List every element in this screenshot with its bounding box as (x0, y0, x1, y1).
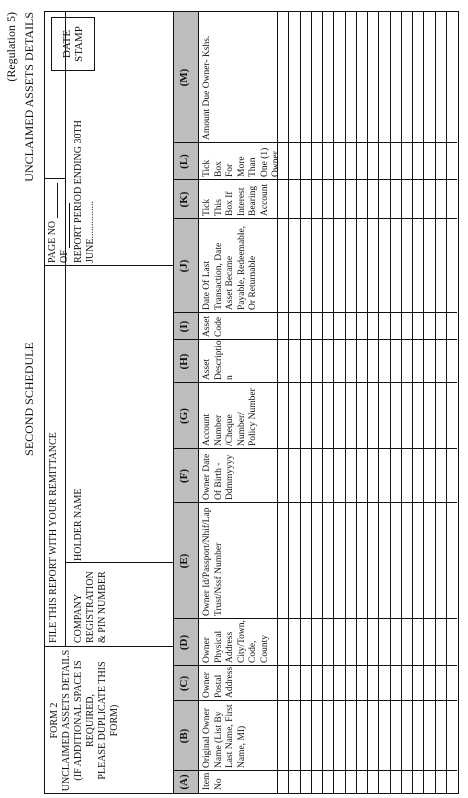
column-letter: (G) (178, 408, 190, 424)
column-letter: (E) (178, 553, 190, 569)
header-divider-period (45, 265, 173, 266)
table-row (345, 12, 346, 793)
column-letter: (J) (178, 259, 190, 273)
column-letter: (M) (178, 68, 190, 87)
form-title: UNCLAIMED ASSETS DETAILS (61, 649, 72, 792)
table-row (423, 12, 424, 793)
column-heading: Account Number /Cheque Number/ Policy Number (202, 388, 258, 446)
header-divider-pageno (45, 178, 65, 179)
column-letter: (B) (178, 728, 190, 744)
column-divider (173, 700, 457, 701)
column-divider (173, 382, 457, 383)
column-divider (173, 448, 457, 449)
column-letter: (L) (178, 154, 190, 169)
file-report-label: FILE THIS REPORT WITH YOUR REMITTANCE (48, 432, 59, 643)
table-row (333, 12, 334, 793)
form-note-line1: (IF ADDITIONAL SPACE IS REQUIRED, (73, 660, 96, 781)
page-no-label: PAGE NO (47, 220, 58, 263)
header-divider-top (65, 12, 66, 647)
column-divider (173, 770, 457, 771)
form-note-line2: PLEASE DUPLICATE THIS FORM) (97, 661, 120, 780)
table-row (356, 12, 357, 793)
form-info-block (49, 648, 121, 793)
column-heading: Original Owner Name (List By Last Name, First Name, MI) (202, 704, 247, 768)
header-divider-company (65, 562, 173, 563)
column-divider (173, 142, 457, 143)
table-row (378, 12, 379, 793)
table-row (367, 12, 368, 793)
column-letter: (H) (178, 353, 190, 370)
column-divider (173, 618, 457, 619)
column-heading: Asset Descriptio n (202, 340, 235, 380)
column-heading: Owner Postal Address (202, 666, 235, 698)
table-row (435, 12, 436, 793)
company-label: COMPANY REGISTRATION & PIN NUMBER (73, 571, 108, 643)
schedule-heading: SECOND SCHEDULE (22, 342, 36, 456)
column-heading: Tick This Box If Interest Bearing Account (202, 183, 270, 216)
column-letter: (A) (178, 774, 190, 790)
page-no-underline (57, 183, 58, 218)
column-letter: (I) (178, 320, 190, 333)
column-heading: Amount Due Owner- Kshs. (202, 35, 212, 140)
page-of-label: OF (59, 250, 70, 263)
report-period-label: REPORT PERIOD ENDING 30TH JUNE............... (73, 120, 96, 263)
unclaimed-assets-form (44, 11, 459, 794)
holder-name-label: HOLDER NAME (73, 488, 84, 561)
header-divider-left (45, 646, 173, 647)
column-letter: (K) (178, 191, 190, 208)
heading-bottom-line (277, 12, 278, 793)
table-row (300, 12, 301, 793)
column-heading: Owner Id/Passport/Nhif/Lap Trust/Nssf Number (202, 507, 224, 616)
column-divider (173, 502, 457, 503)
table-row (390, 12, 391, 793)
column-divider (173, 339, 457, 340)
date-stamp-box (51, 17, 95, 71)
column-heading: Tick Box For More Than One (1) Owner (202, 147, 281, 177)
column-divider (173, 665, 457, 666)
column-heading: Owner Physical Address City/Town, Code, County (202, 620, 270, 663)
column-heading: Owner Date Of Birth - Ddmmyyyy (202, 453, 235, 500)
form-number: FORM 2 (49, 702, 60, 739)
table-row (288, 12, 289, 793)
column-heading: Asset Code (202, 315, 224, 337)
table-row (322, 12, 323, 793)
column-divider (173, 179, 457, 180)
column-heading: Date Of Last Transaction, Date Asset Became Payable, Redeemable, Or Returnable (202, 225, 258, 310)
page-title: UNCLAIMED ASSETS DETAILS (22, 12, 36, 182)
column-letter: (D) (178, 634, 190, 651)
column-letter: (C) (178, 675, 190, 692)
regulation-label: (Regulation 5) (4, 12, 18, 82)
page-of-underline (69, 203, 70, 248)
column-letter: (F) (178, 468, 190, 484)
column-heading: Item No (202, 772, 224, 790)
table-row (446, 12, 447, 793)
column-divider (173, 218, 457, 219)
column-divider (173, 312, 457, 313)
table-row (412, 12, 413, 793)
table-row (311, 12, 312, 793)
date-stamp-label: DATE STAMP (61, 26, 85, 62)
table-row (401, 12, 402, 793)
